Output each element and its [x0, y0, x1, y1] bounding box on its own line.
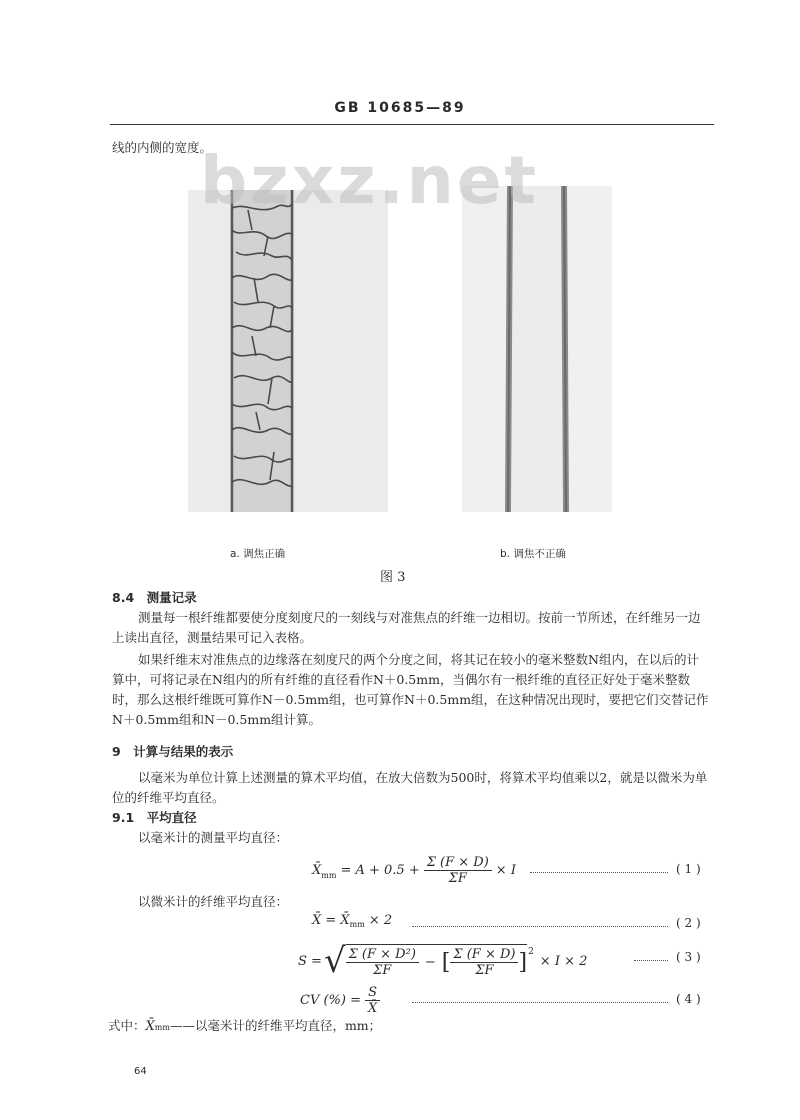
heading-8-4: 8.4 测量记录	[112, 590, 197, 605]
photo-focus-correct	[188, 190, 388, 512]
standard-header: GB 10685—89	[334, 100, 466, 116]
label-mean-mm: 以毫米计的测量平均直径：	[138, 830, 289, 845]
para-9-1: 以毫米为单位计算上述测量的算术平均值，在放大倍数为500时，将算术平均值乘以2，就是以微米为单位的纤维平均直径。	[112, 770, 708, 805]
equation-1-number: ( 1 )	[676, 862, 701, 876]
where-line: 式中： X̄ mm ——以毫米计的纤维平均直径，mm；	[108, 1018, 382, 1034]
watermark: bzxz.net	[200, 142, 540, 219]
equation-3-number: ( 3 )	[676, 950, 701, 964]
heading-9: 9 计算与结果的表示	[112, 744, 234, 759]
equation-2: X̄ = X̄ mm × 2	[312, 913, 393, 929]
equation-1: X̄ mm = A + 0.5 + $\frac{\Sigma (F \times D)}{\Sigma F}$ × I	[312, 854, 516, 886]
equation-4: CV (%) = $\frac{S}{X̄}$	[300, 980, 380, 1020]
equation-3: S = √ $\frac{\text{Σ (F × D²)}}{\Sigma F}$ − [ $\frac{\Sigma (F \times D)}{\Sigma F}$ ] 2 × I × 2	[298, 941, 588, 981]
caption-b: b. 调焦不正确	[500, 548, 566, 560]
equation-2-number: ( 2 )	[676, 916, 701, 930]
label-mean-um: 以微米计的纤维平均直径：	[138, 894, 289, 909]
header-rule	[110, 124, 714, 125]
figure-title: 图 3	[380, 570, 406, 585]
intro-line: 线的内侧的宽度。	[112, 140, 213, 155]
caption-a: a. 调焦正确	[230, 548, 286, 560]
heading-9-1: 9.1 平均直径	[112, 810, 197, 825]
photo-focus-incorrect	[462, 186, 612, 512]
para-8-4-1: 测量每一根纤维都要使分度刻度尺的一刻线与对准焦点的纤维一边相切。按前一节所述，在纤维另一边上读出直径，测量结果可记入表格。	[112, 610, 701, 645]
page-number: 64	[134, 1066, 147, 1077]
equation-4-number: ( 4 )	[676, 992, 701, 1006]
para-8-4-2: 如果纤维末对准焦点的边缘落在刻度尺的两个分度之间，将其记在较小的毫米整数N组内，在以后的计算中，可将记录在N组内的所有纤维的直径看作N＋0.5mm，当偶尔有一根纤维的直径正好处于毫米整数时，那么这根纤维既可算作N－0.5mm组，也可算作N＋0.5mm组，在这种情况出现时，要把它们交替记作N＋0.5mm组和N－0.5mm组计算。	[112, 652, 709, 727]
